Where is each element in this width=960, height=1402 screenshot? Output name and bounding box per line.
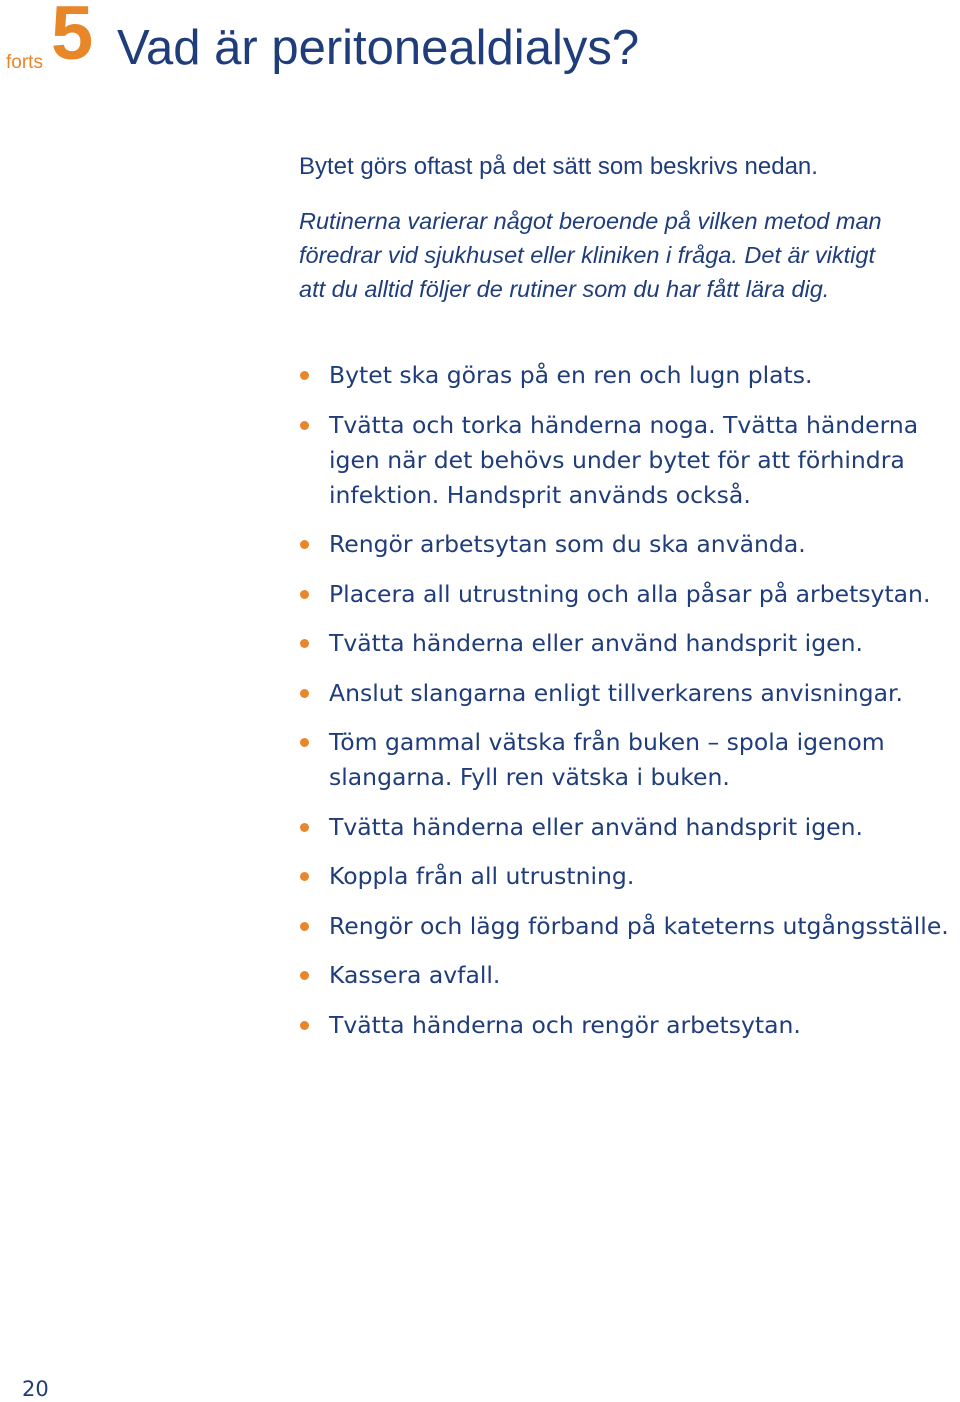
list-item [299,1008,959,1043]
list-item-line: Tvätta händerna eller använd handsprit igen. [329,812,863,841]
bullet-icon [300,872,309,881]
bullet-icon [300,922,309,931]
list-item [299,909,959,944]
intro-line: föredrar vid sjukhuset eller kliniken i fråga. Det är viktigt [299,242,875,268]
list-item [299,358,959,393]
list-item-line: infektion. Handsprit används också. [329,480,751,509]
list-item [299,725,959,795]
list-item-text [329,358,959,393]
list-item-text [329,958,959,993]
bullet-icon [300,371,309,380]
bullet-icon [300,590,309,599]
list-item-line: Anslut slangarna enligt tillverkarens anvisningar. [329,678,903,707]
bullet-icon [300,639,309,648]
bullet-icon [300,421,309,430]
bullet-icon [300,738,309,747]
list-item-line: igen när det behövs under bytet för att förhindra [329,445,905,474]
intro-line: att du alltid följer de rutiner som du har fått lära dig. [299,276,830,302]
page-number: 20 [22,1377,49,1401]
list-item-line: Töm gammal vätska från buken – spola igenom [329,728,885,756]
page-title: Vad är peritonealdialys? [117,21,640,75]
bullet-icon [300,540,309,549]
steps-list [299,358,959,1057]
list-item-line: Tvätta händerna och rengör arbetsytan. [329,1010,801,1039]
list-item [299,626,959,661]
list-item-line: Rengör arbetsytan som du ska använda. [329,530,806,558]
list-item-text [329,577,959,612]
intro-line: Rutinerna varierar något beroende på vilken metod man [299,208,882,234]
list-item-line: Placera all utrustning och alla påsar på arbetsytan. [329,579,931,608]
list-item-text [329,859,959,894]
list-item [299,527,959,562]
list-item-text [329,909,959,944]
list-item-line: Koppla från all utrustning. [329,862,635,890]
list-item-line: Bytet ska göras på en ren och lugn plats. [329,361,813,389]
bullet-icon [300,971,309,980]
list-item-text [329,1008,959,1043]
list-item-text [329,408,959,513]
page-header [0,0,960,110]
bullet-icon [300,689,309,698]
list-item-text [329,626,959,661]
list-item-text [329,527,959,562]
list-item-text [329,676,959,711]
list-item-line: slangarna. Fyll ren vätska i buken. [329,763,730,791]
intro-paragraph [299,204,939,306]
list-item [299,408,959,513]
list-item-text [329,810,959,845]
list-item [299,958,959,993]
list-item [299,859,959,894]
bullet-icon [300,823,309,832]
bullet-icon [300,1021,309,1030]
list-item [299,810,959,845]
list-item [299,577,959,612]
continued-label: forts [6,52,43,73]
list-item-line: Tvätta händerna eller använd handsprit igen. [329,629,863,657]
chapter-number: 5 [51,0,94,76]
section-subheading: Bytet görs oftast på det sätt som beskrivs nedan. [299,153,818,180]
list-item-line: Tvätta och torka händerna noga. Tvätta händerna [329,410,919,439]
list-item [299,676,959,711]
list-item-text [329,725,959,795]
list-item-line: Rengör och lägg förband på kateterns utgångsställe. [329,911,949,940]
list-item-line: Kassera avfall. [329,961,501,989]
